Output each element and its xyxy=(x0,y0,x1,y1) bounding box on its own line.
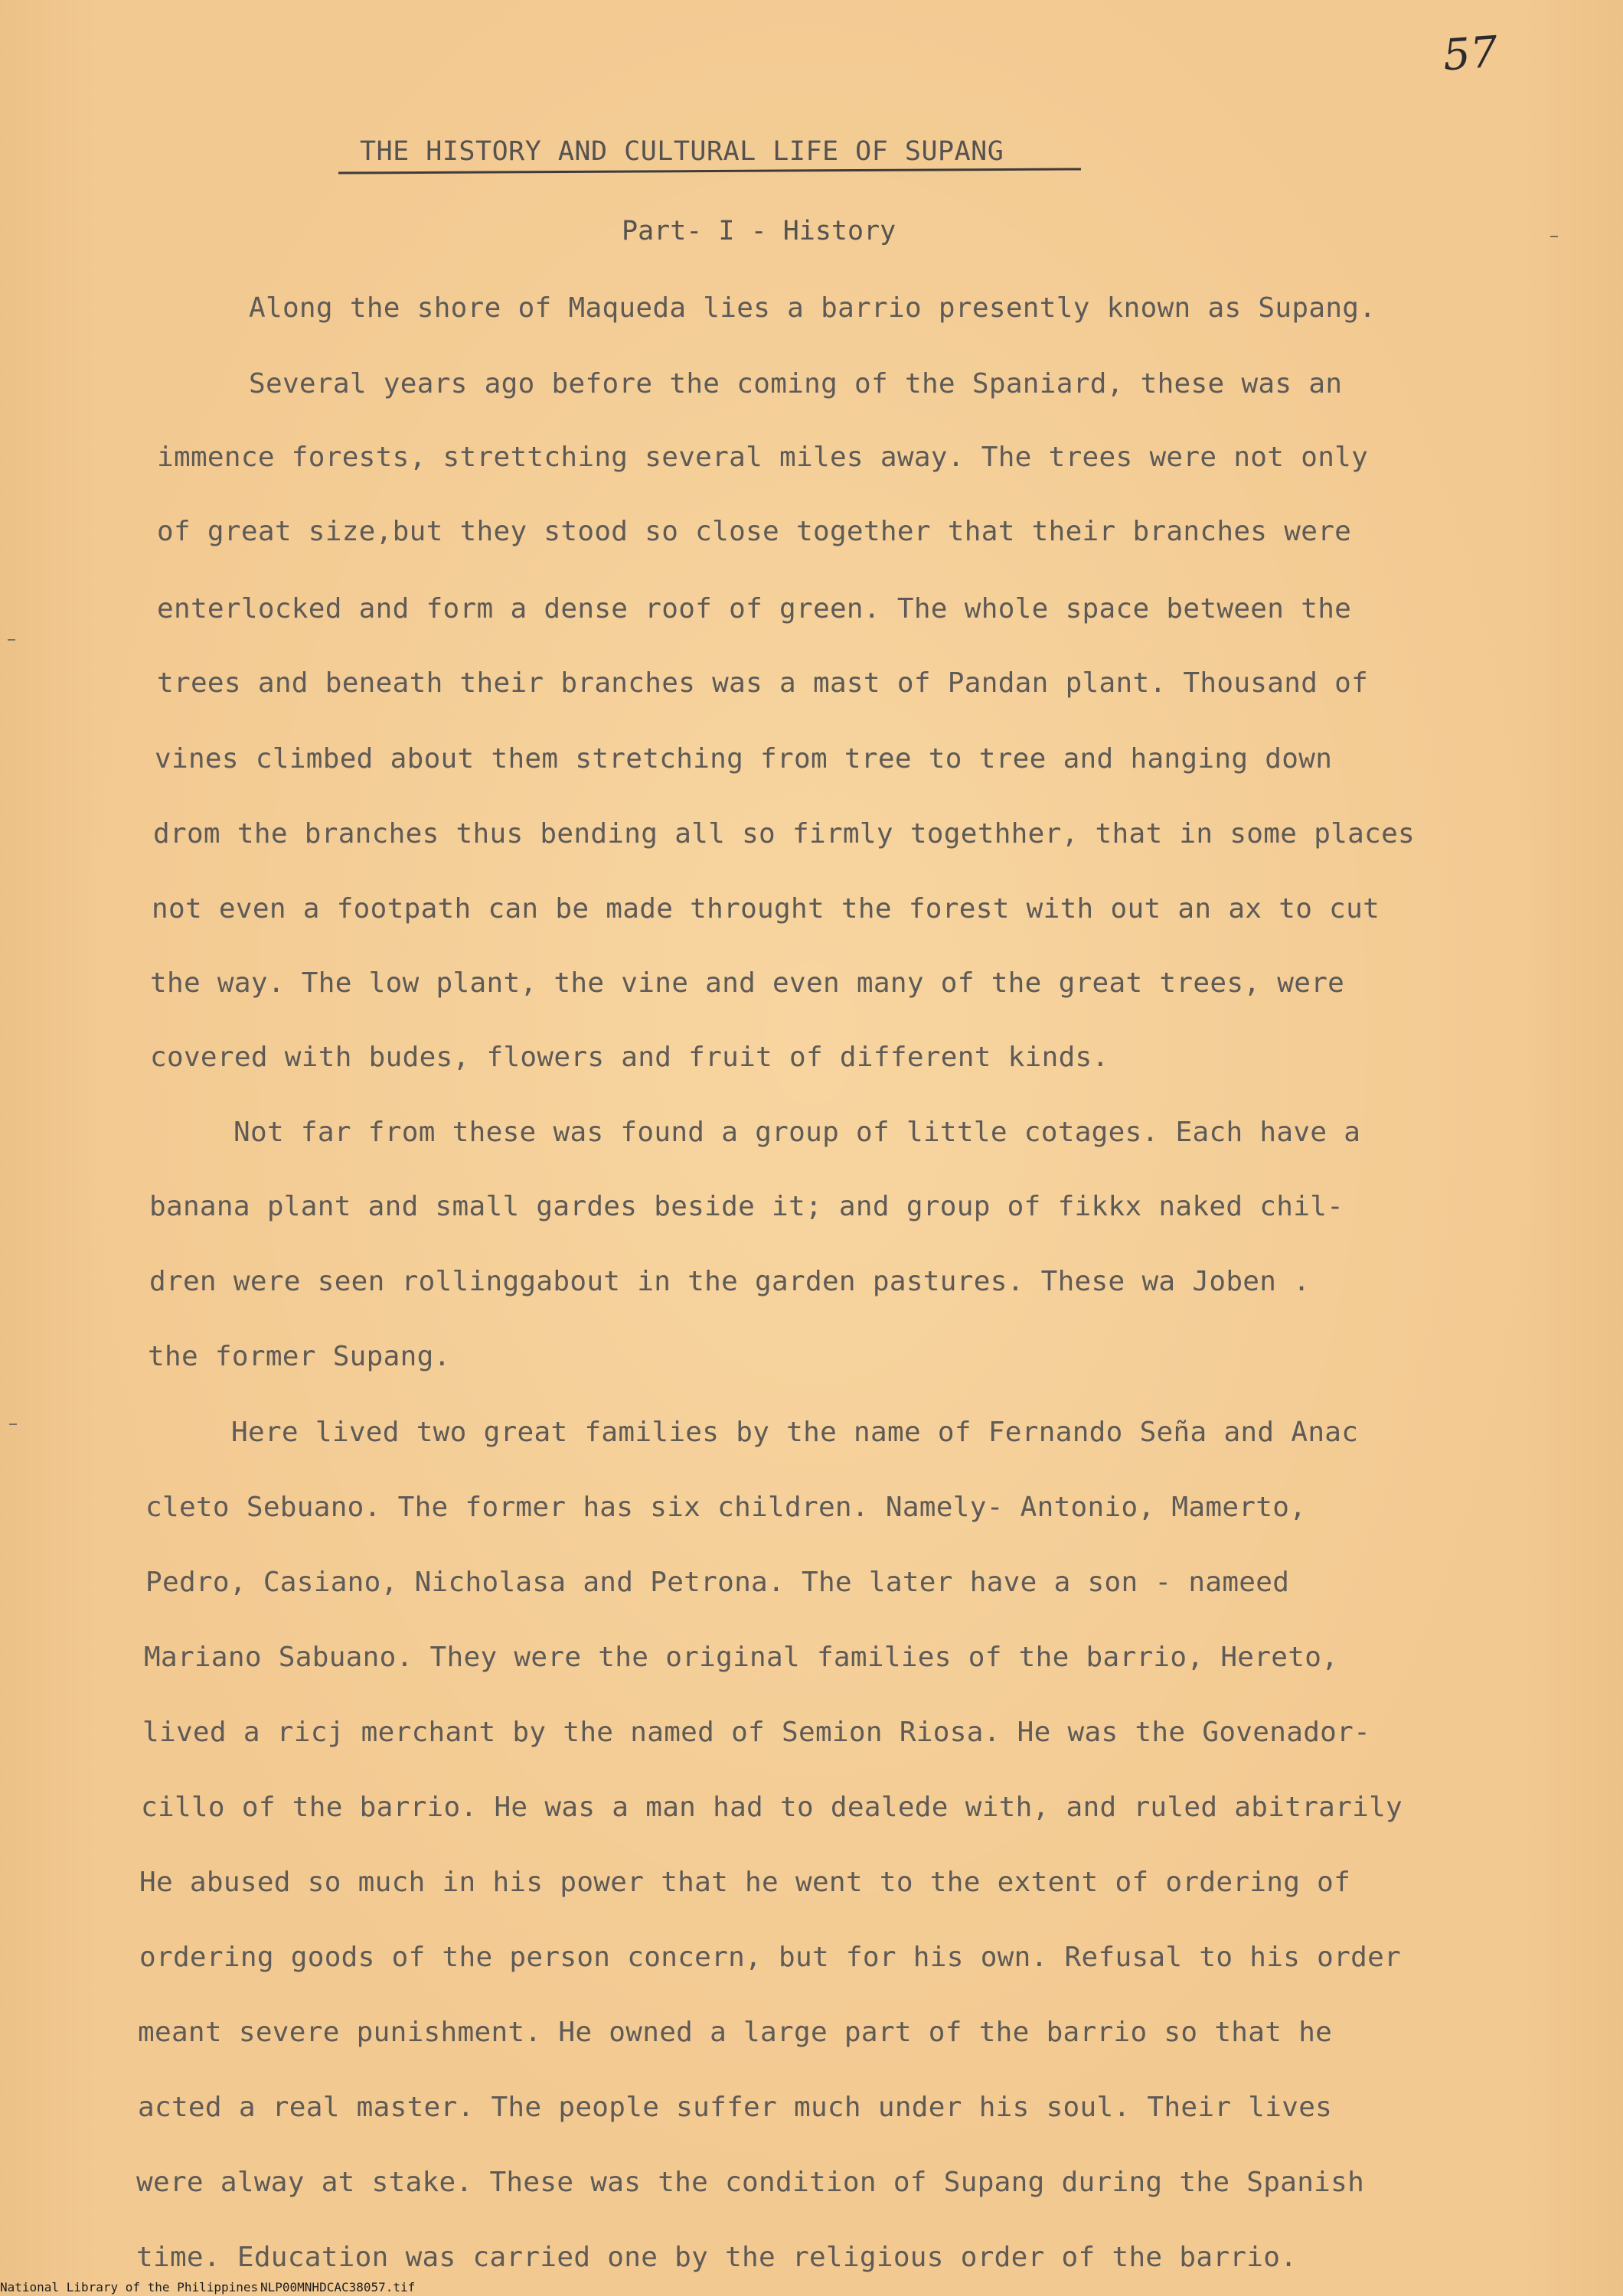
body-line: the former Supang. xyxy=(148,1341,451,1372)
body-line: vines climbed about them stretching from tree to tree and hanging down xyxy=(155,743,1333,775)
body-line: trees and beneath their branches was a mast of Pandan plant. Thousand of xyxy=(157,667,1369,699)
body-line: were alway at stake. These was the condition of Supang during the Spanish xyxy=(136,2167,1365,2198)
body-line: ordering goods of the person concern, but for his own. Refusal to his order xyxy=(139,1942,1402,1973)
body-line: immence forests, strettching several miles away. The trees were not only xyxy=(157,442,1369,473)
body-line: Along the shore of Maqueda lies a barrio presently known as Supang. xyxy=(249,292,1376,324)
body-line: Not far from these was found a group of little cotages. Each have a xyxy=(233,1117,1361,1148)
body-line: drom the branches thus bending all so firmly togethher, that in some places xyxy=(153,818,1416,850)
body-line: not even a footpath can be made throught the forest with out an ax to cut xyxy=(152,893,1380,925)
document-title: THE HISTORY AND CULTURAL LIFE OF SUPANG xyxy=(360,136,1004,167)
margin-mark xyxy=(8,639,15,641)
body-line: banana plant and small gardes beside it; and group of fikkx naked chil- xyxy=(149,1191,1344,1222)
page-number: 57 xyxy=(1441,27,1500,81)
body-line: dren were seen rollinggabout in the garden pastures. These wa Joben . xyxy=(149,1266,1311,1297)
part-heading: Part- I - History xyxy=(622,216,896,246)
body-line: covered with budes, flowers and fruit of different kinds. xyxy=(150,1042,1109,1073)
body-line: Several years ago before the coming of the Spaniard, these was an xyxy=(249,368,1343,400)
body-line: cleto Sebuano. The former has six children. Namely- Antonio, Mamerto, xyxy=(145,1492,1307,1523)
body-line: acted a real master. The people suffer much under his soul. Their lives xyxy=(138,2092,1333,2123)
title-underline xyxy=(338,168,1081,174)
body-line: cillo of the barrio. He was a man had to dealede with, and ruled abitrarily xyxy=(141,1792,1403,1823)
body-line: enterlocked and form a dense roof of green. The whole space between the xyxy=(157,593,1352,625)
body-line: Here lived two great families by the name of Fernando Seña and Anac xyxy=(231,1417,1359,1448)
body-line: meant severe punishment. He owned a large part of the barrio so that he xyxy=(138,2017,1333,2048)
body-line: the way. The low plant, the vine and even many of the great trees, were xyxy=(150,967,1345,999)
body-line: Mariano Sabuano. They were the original families of the barrio, Hereto, xyxy=(144,1642,1339,1673)
margin-mark xyxy=(1550,236,1558,237)
body-line: Pedro, Casiano, Nicholasa and Petrona. The later have a son - nameed xyxy=(145,1567,1290,1598)
margin-mark xyxy=(9,1424,17,1425)
footer-file-name: NLP00MNHDCAC38057.tif xyxy=(260,2280,416,2294)
body-line: lived a ricj merchant by the named of Semion Riosa. He was the Govenador- xyxy=(142,1717,1371,1748)
body-line: time. Education was carried one by the religious order of the barrio. xyxy=(136,2242,1298,2273)
body-line: He abused so much in his power that he went to the extent of ordering of xyxy=(139,1867,1351,1898)
footer-library-name: National Library of the Philippines xyxy=(0,2280,259,2294)
body-line: of great size,but they stood so close together that their branches were xyxy=(157,516,1352,547)
